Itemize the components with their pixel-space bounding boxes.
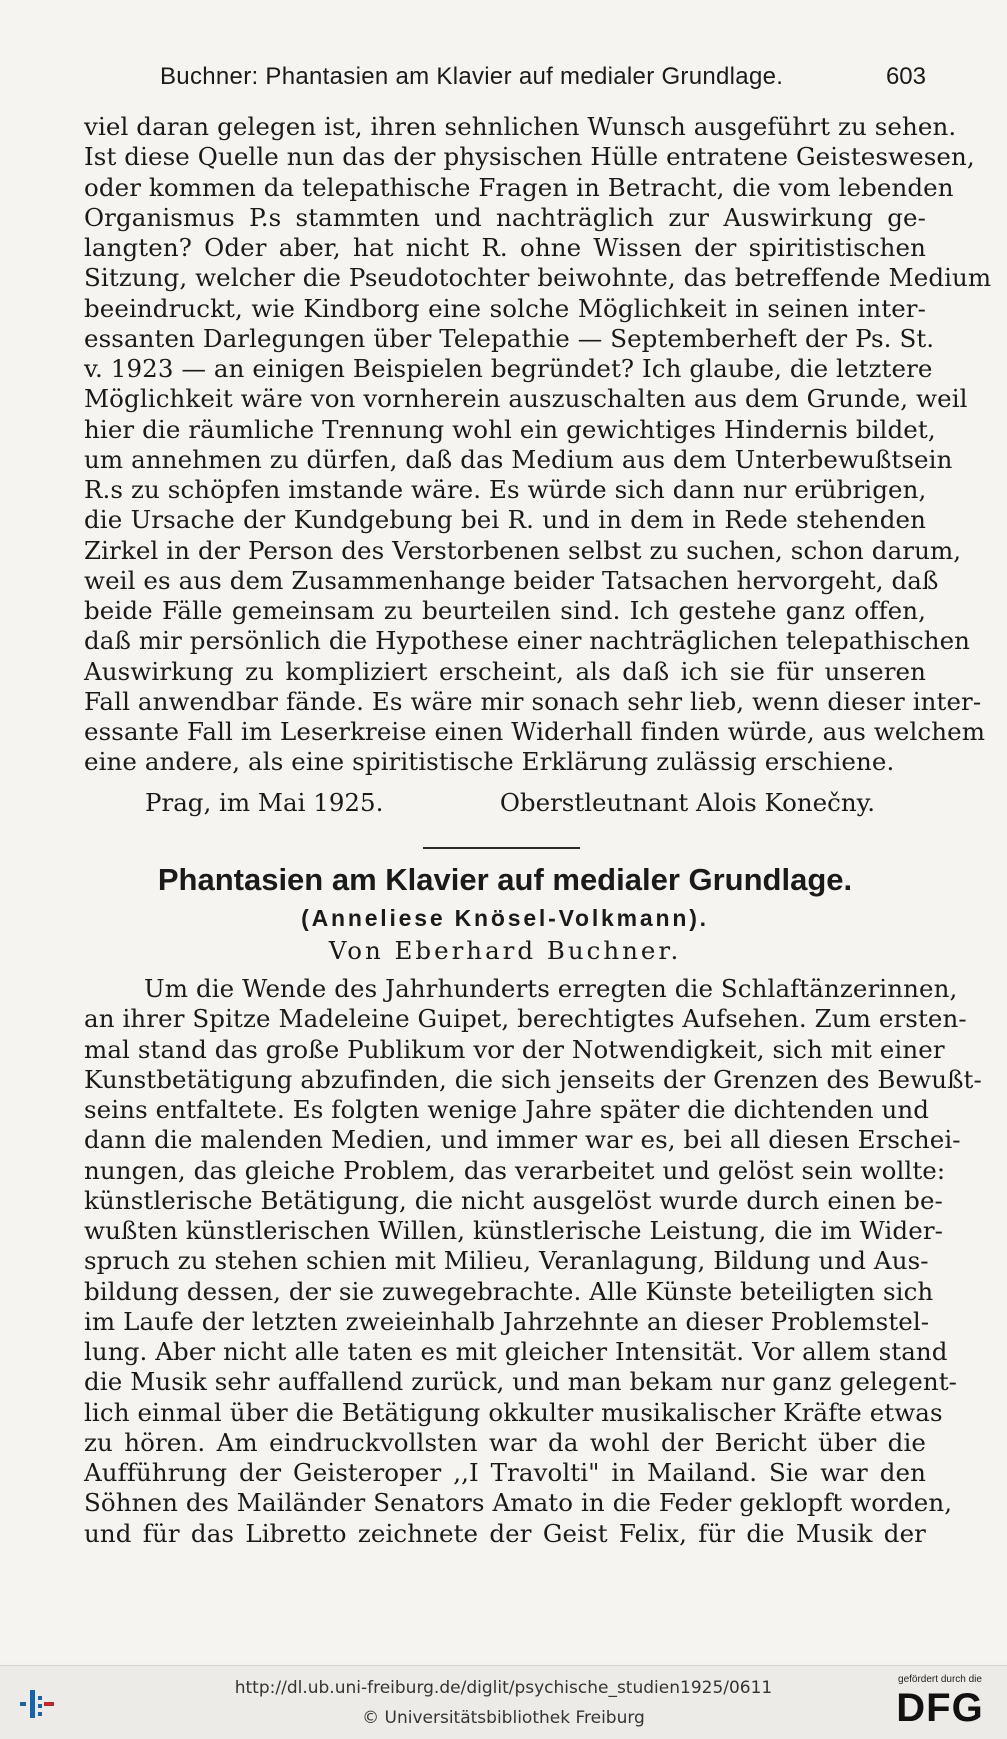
text-line: zu hören. Am eindruckvollsten war da wohl der Bericht über die [84, 1427, 926, 1457]
text-line: essante Fall im Leserkreise einen Widerhall finden würde, aus welchem [84, 717, 986, 746]
text-line: wußten künstlerischen Willen, künstlerische Leistung, die im Wider- [84, 1216, 944, 1245]
dfg-note: gefördert durch die [898, 1674, 982, 1685]
text-line: lung. Aber nicht alle taten es mit gleicher Intensität. Vor allem stand [84, 1337, 948, 1366]
text-line: langten? Oder aber, hat nicht R. ohne Wissen der spiritistischen [84, 233, 926, 262]
text-line: beeindruckt, wie Kindborg eine solche Möglichkeit in seinen inter- [84, 293, 926, 323]
text-line: nungen, das gleiche Problem, das verarbeitet und gelöst sein wollte: [84, 1155, 946, 1185]
signature: Oberstleutnant Alois Konečny. [499, 788, 875, 817]
running-head [160, 62, 926, 92]
text-line: R.s zu schöpfen imstande wäre. Es würde sich dann nur erübrigen, [84, 475, 927, 504]
dfg-logo-icon: DFG [896, 1686, 984, 1730]
text-line: Aufführung der Geisteroper ,,I Travolti" in Mailand. Sie war den [84, 1458, 926, 1487]
text-line: essanten Darlegungen über Telepathie — Septemberheft der Ps. St. [84, 323, 935, 353]
text-line: hier die räumliche Trennung wohl ein gewichtiges Hindernis bildet, [84, 414, 936, 444]
page-number: 603 [885, 63, 926, 90]
permalink[interactable]: http://dl.ub.uni-freiburg.de/diglit/psychische_studien1925/0611 [234, 1678, 773, 1698]
text-line: die Musik sehr auffallend zurück, und man bekam nur ganz gelegent- [84, 1367, 958, 1397]
text-line: und für das Libretto zeichnete der Geist Felix, für die Musik der [84, 1518, 926, 1548]
text-line: eine andere, als eine spiritistische Erklärung zulässig erschiene. [84, 747, 895, 777]
article-author: Von Eberhard Buchner. [328, 936, 682, 965]
running-title: Buchner: Phantasien am Klavier auf medialer Grundlage. [160, 63, 784, 90]
text-line: Zirkel in der Person des Verstorbenen selbst zu suchen, schon darum, [84, 535, 962, 565]
text-line: Fall anwendbar fände. Es wäre mir sonach sehr lieb, wenn dieser inter- [84, 686, 982, 716]
text-line: mal stand das große Publikum vor der Notwendigkeit, sich mit einer [84, 1034, 945, 1064]
text-line: Kunstbetätigung abzufinden, die sich jenseits der Grenzen des Bewußt- [84, 1064, 982, 1094]
section-divider [423, 847, 580, 849]
text-line: spruch zu stehen schien mit Milieu, Veranlagung, Bildung und Aus- [84, 1246, 929, 1276]
article-subtitle: (Anneliese Knösel-Volkmann). [301, 905, 709, 931]
text-line: Möglichkeit wäre von vornherein auszuschalten aus dem Grunde, weil [84, 384, 968, 414]
text-line: Söhnen des Mailänder Senators Amato in die Feder geklopft worden, [84, 1488, 953, 1518]
text-line: die Ursache der Kundgebung bei R. und in dem in Rede stehenden [84, 505, 926, 535]
article-body [84, 974, 982, 1549]
text-line: viel daran gelegen ist, ihren sehnlichen Wunsch ausgeführt zu sehen. [84, 112, 957, 141]
signoff [145, 788, 875, 818]
text-line: an ihrer Spitze Madeleine Guipet, berechtigtes Aufsehen. Zum ersten- [84, 1004, 967, 1034]
text-line: seins entfaltete. Es folgten wenige Jahre später die dichtenden und [84, 1095, 930, 1124]
copyright: © Universitätsbibliothek Freiburg [362, 1708, 645, 1728]
text-line: bildung dessen, der sie zuwegebrachte. Alle Künste beteiligten sich [84, 1276, 934, 1306]
place-date: Prag, im Mai 1925. [145, 788, 384, 817]
text-line: Um die Wende des Jahrhunderts erregten die Schlaftänzerinnen, [144, 974, 958, 1003]
text-line: um annehmen zu dürfen, daß das Medium aus dem Unterbewußtsein [84, 444, 953, 474]
text-line: im Laufe der letzten zweieinhalb Jahrzehnte an dieser Problemstel- [84, 1306, 930, 1336]
viewer-footer [0, 1665, 1007, 1739]
text-line: lich einmal über die Betätigung okkulter musikalischer Kräfte etwas [84, 1397, 943, 1427]
text-line: Organismus P.s stammten und nachträglich zur Auswirkung ge- [84, 202, 926, 232]
text-line: Sitzung, welcher die Pseudotochter beiwohnte, das betreffende Medium [84, 263, 992, 293]
text-line: beide Fälle gemeinsam zu beurteilen sind. Ich gestehe ganz offen, [84, 596, 926, 625]
text-line: daß mir persönlich die Hypothese einer nachträglichen telepathischen [84, 626, 971, 656]
text-line: dann die malenden Medien, und immer war es, bei all diesen Erschei- [84, 1125, 961, 1155]
text-line: v. 1923 — an einigen Beispielen begründet? Ich glaube, die letztere [84, 354, 933, 383]
previous-article-text [84, 112, 992, 778]
text-line: oder kommen da telepathische Fragen in Betracht, die vom lebenden [84, 172, 954, 202]
text-line: Ist diese Quelle nun das der physischen Hülle entratene Geisteswesen, [84, 142, 975, 172]
text-line: künstlerische Betätigung, die nicht ausgelöst wurde durch einen be- [84, 1185, 943, 1215]
article-title: Phantasien am Klavier auf medialer Grundlage. [157, 862, 853, 897]
text-line: Auswirkung zu kompliziert erscheint, als daß ich sie für unseren [84, 656, 926, 686]
text-line: weil es aus dem Zusammenhange beider Tatsachen hervorgeht, daß [84, 565, 939, 595]
dfg-funding-badge [885, 1674, 995, 1734]
